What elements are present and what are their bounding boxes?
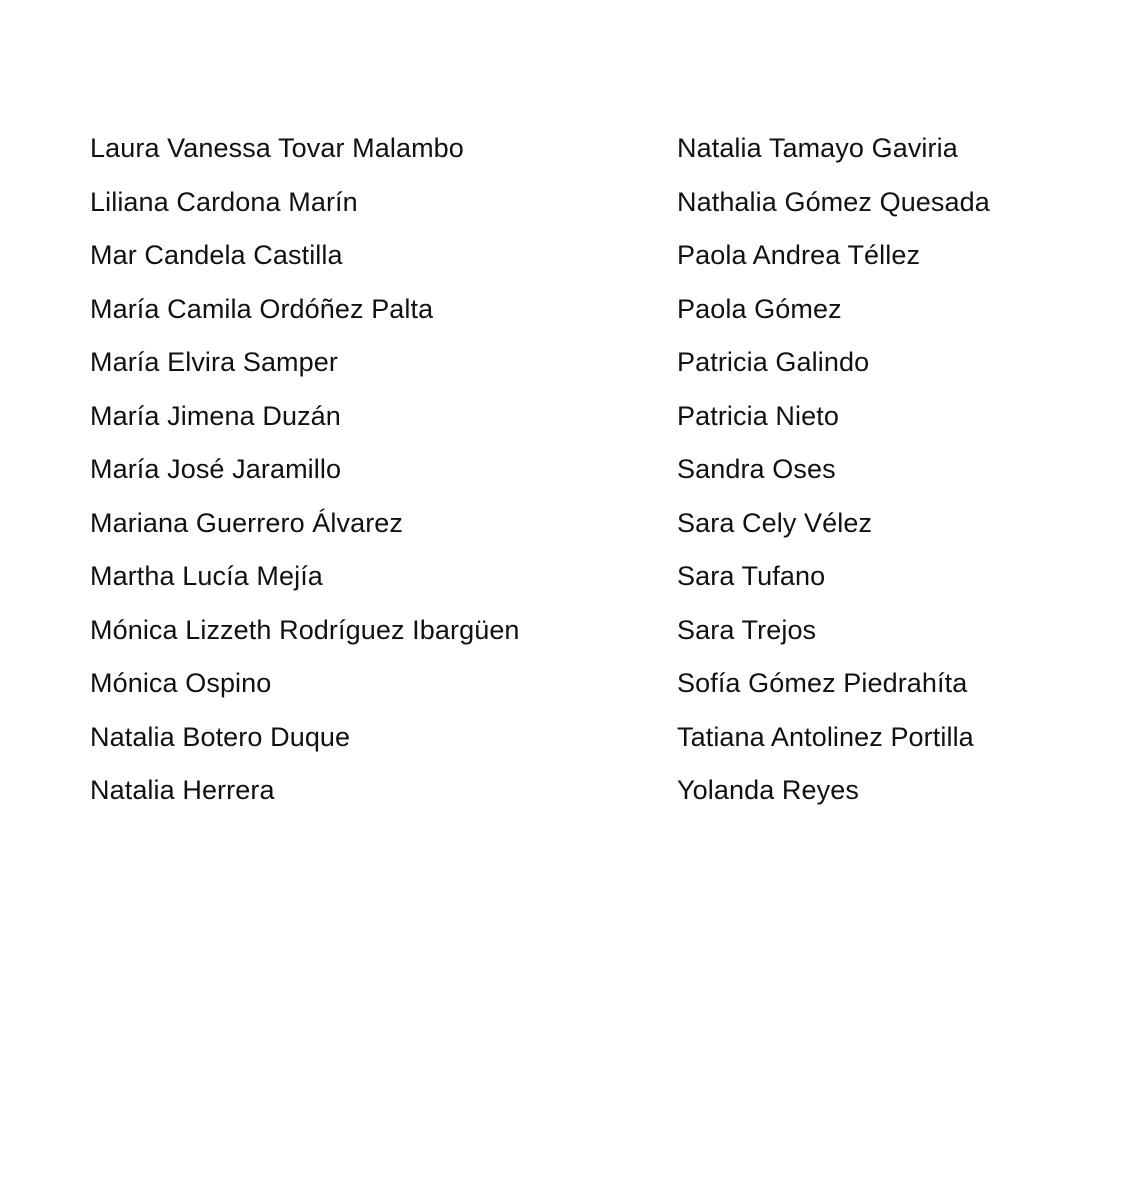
list-item: Nathalia Gómez Quesada — [677, 186, 990, 217]
list-item: Patricia Nieto — [677, 400, 839, 431]
list-item: Natalia Botero Duque — [90, 721, 351, 752]
list-item: María Elvira Samper — [90, 347, 338, 377]
list-item: Paola Andrea Téllez — [677, 240, 921, 270]
list-item: Liliana Cardona Marín — [90, 186, 358, 217]
list-item: Sara Tufano — [677, 561, 826, 591]
list-item: Sara Cely Vélez — [677, 507, 873, 538]
list-item: Mónica Lizzeth Rodríguez Ibargüen — [90, 614, 520, 645]
list-item: Paola Gómez — [677, 293, 842, 324]
list-item: Sara Trejos — [677, 614, 817, 645]
list-item: Sandra Oses — [677, 454, 836, 484]
list-item: Yolanda Reyes — [677, 775, 859, 805]
list-item: Tatiana Antolinez Portilla — [677, 721, 974, 752]
list-item: Patricia Galindo — [677, 347, 870, 377]
list-item: Natalia Tamayo Gaviria — [677, 133, 958, 163]
list-item: Sofía Gómez Piedrahíta — [677, 668, 968, 698]
list-item: Laura Vanessa Tovar Malambo — [90, 133, 464, 163]
list-item: Mar Candela Castilla — [90, 240, 343, 270]
list-item: María Camila Ordóñez Palta — [90, 293, 434, 324]
list-item: Natalia Herrera — [90, 775, 275, 805]
names-list-left — [90, 126, 630, 822]
list-item: Mariana Guerrero Álvarez — [90, 507, 404, 538]
list-item: Martha Lucía Mejía — [90, 561, 323, 591]
list-item: María José Jaramillo — [90, 454, 342, 484]
list-item: Mónica Ospino — [90, 668, 272, 698]
list-item: María Jimena Duzán — [90, 400, 341, 431]
names-list-right — [677, 126, 1117, 822]
